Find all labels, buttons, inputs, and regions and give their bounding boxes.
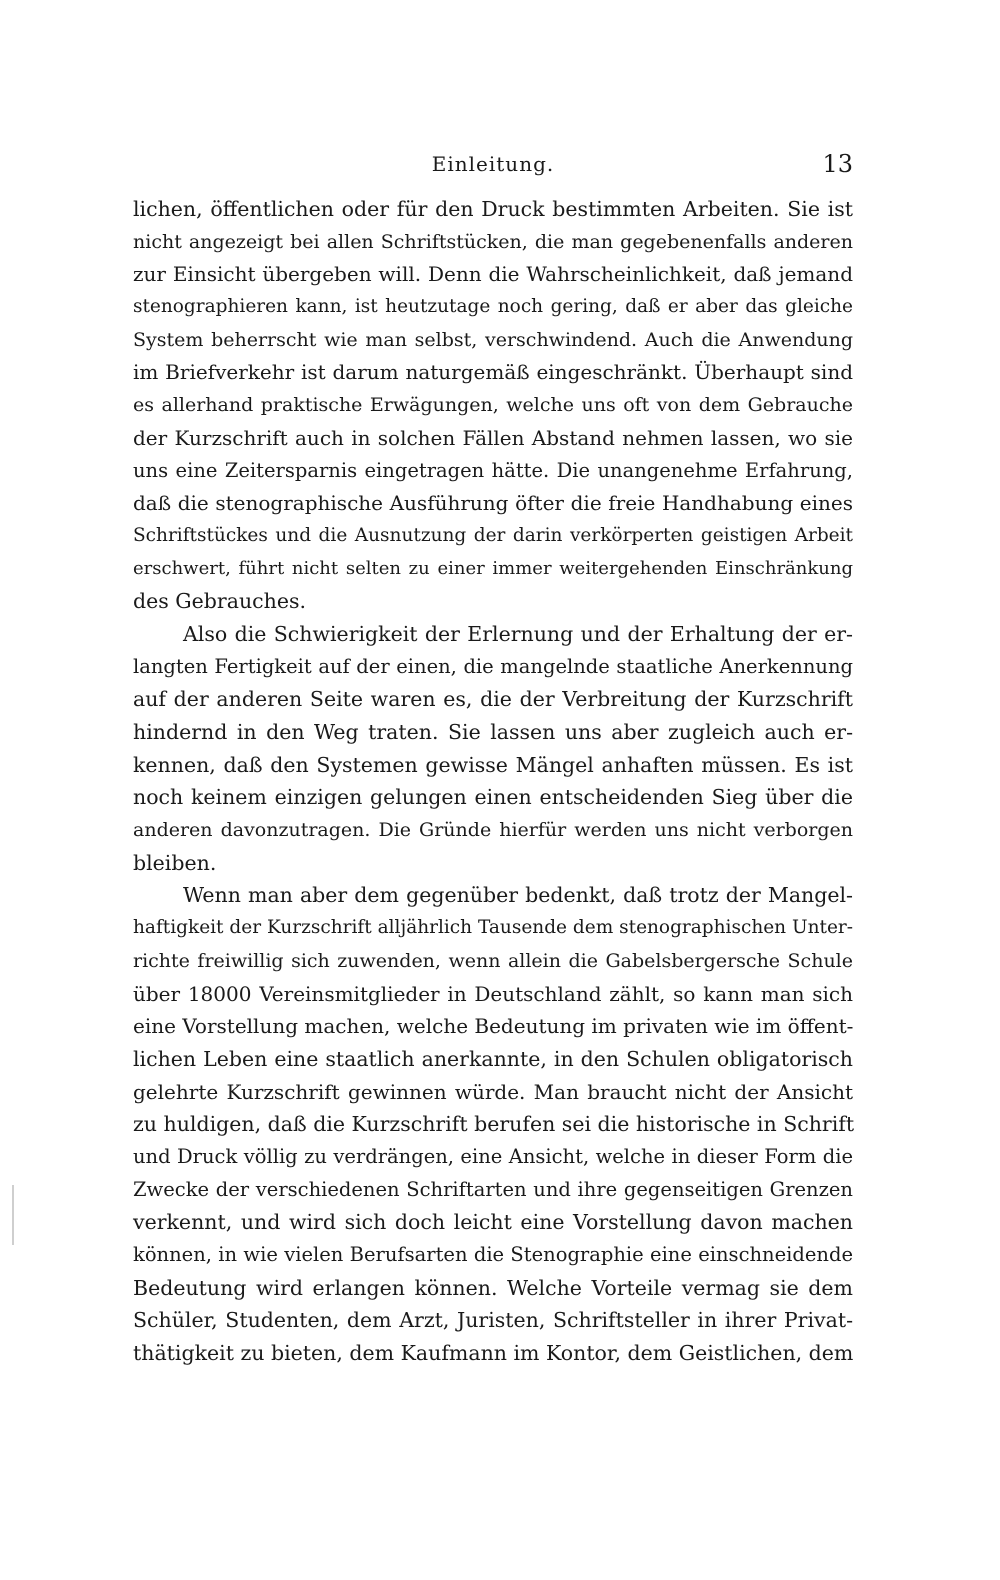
text-line: zu huldigen, daß die Kurzschrift berufen sei die historische in Schrift — [133, 1112, 855, 1137]
running-head — [133, 152, 853, 182]
text-line: langten Fertigkeit auf der einen, die mangelnde staatliche Anerkennung — [133, 654, 853, 678]
text-line: auf der anderen Seite waren es, die der Verbreitung der Kurzschrift — [133, 687, 853, 712]
text-line: lichen Leben eine staatlich anerkannte, in den Schulen obligatorisch — [133, 1046, 853, 1071]
text-line: Schüler, Studenten, dem Arzt, Juristen, Schriftsteller in ihrer Privat- — [133, 1308, 853, 1333]
body-text — [133, 193, 853, 1370]
running-title: Einleitung. — [431, 152, 555, 176]
text-line: thätigkeit zu bieten, dem Kaufmann im Kontor, dem Geistlichen, dem — [133, 1341, 854, 1366]
text-line: es allerhand praktische Erwägungen, welche uns oft von dem Gebrauche — [133, 394, 853, 417]
text-line: stenographieren kann, ist heutzutage noch gering, daß er aber das gleiche — [133, 296, 853, 318]
paragraph-first-line: Also die Schwierigkeit der Erlernung und der Erhaltung der er- — [183, 621, 853, 646]
text-line: anderen davonzutragen. Die Gründe hierfür werden uns nicht verborgen — [133, 819, 853, 842]
page-number: 13 — [822, 150, 853, 178]
text-line: kennen, daß den Systemen gewisse Mängel anhaften müssen. Es ist — [133, 752, 853, 777]
text-line: erschwert, führt nicht selten zu einer immer weitergehenden Einschränkung — [133, 557, 853, 579]
text-line: über 18000 Vereinsmitglieder in Deutschland zählt, so kann man sich — [133, 981, 853, 1006]
text-line: eine Vorstellung machen, welche Bedeutung im privaten wie im öffent- — [133, 1014, 854, 1039]
text-line: zur Einsicht übergeben will. Denn die Wahrscheinlichkeit, daß jemand — [133, 262, 853, 287]
text-line: nicht angezeigt bei allen Schriftstücken, die man gegebenenfalls anderen — [133, 230, 853, 253]
paragraph-first-line: Wenn man aber dem gegenüber bedenkt, daß trotz der Mangel- — [183, 883, 853, 908]
text-line: Bedeutung wird erlangen können. Welche Vorteile vermag sie dem — [133, 1275, 853, 1300]
text-line: der Kurzschrift auch in solchen Fällen Abstand nehmen lassen, wo sie — [133, 425, 853, 450]
text-line: im Briefverkehr ist darum naturgemäß eingeschränkt. Überhaupt sind — [133, 360, 853, 385]
text-line: gelehrte Kurzschrift gewinnen würde. Man braucht nicht der Ansicht — [133, 1079, 853, 1104]
text-line: und Druck völlig zu verdrängen, eine Ansicht, welche in dieser Form die — [133, 1144, 853, 1168]
text-line: lichen, öffentlichen oder für den Druck bestimmten Arbeiten. Sie ist — [133, 197, 853, 221]
text-line: haftigkeit der Kurzschrift alljährlich Tausende dem stenographischen Unter- — [133, 917, 853, 939]
paragraph-last-line: bleiben. — [133, 850, 217, 875]
scan-speck — [12, 1185, 14, 1245]
text-line: verkennt, und wird sich doch leicht eine Vorstellung davon machen — [133, 1210, 853, 1235]
paragraph-last-line: des Gebrauches. — [133, 589, 306, 614]
text-line: können, in wie vielen Berufsarten die Stenographie eine einschneidende — [133, 1243, 853, 1266]
text-line: Schriftstückes und die Ausnutzung der darin verkörperten geistigen Arbeit — [133, 524, 853, 546]
text-line: uns eine Zeitersparnis eingetragen hätte. Die unangenehme Erfahrung, — [133, 458, 853, 482]
text-line: Zwecke der verschiedenen Schriftarten und ihre gegenseitigen Grenzen — [133, 1177, 853, 1201]
text-line: System beherrscht wie man selbst, verschwindend. Auch die Anwendung — [133, 328, 853, 351]
text-line: richte freiwillig sich zuwenden, wenn allein die Gabelsbergersche Schule — [133, 949, 853, 972]
text-line: noch keinem einzigen gelungen einen entscheidenden Sieg über die — [133, 785, 853, 810]
text-line: hindernd in den Weg traten. Sie lassen uns aber zugleich auch er- — [133, 720, 853, 744]
text-line: daß die stenographische Ausführung öfter die freie Handhabung eines — [133, 491, 853, 516]
